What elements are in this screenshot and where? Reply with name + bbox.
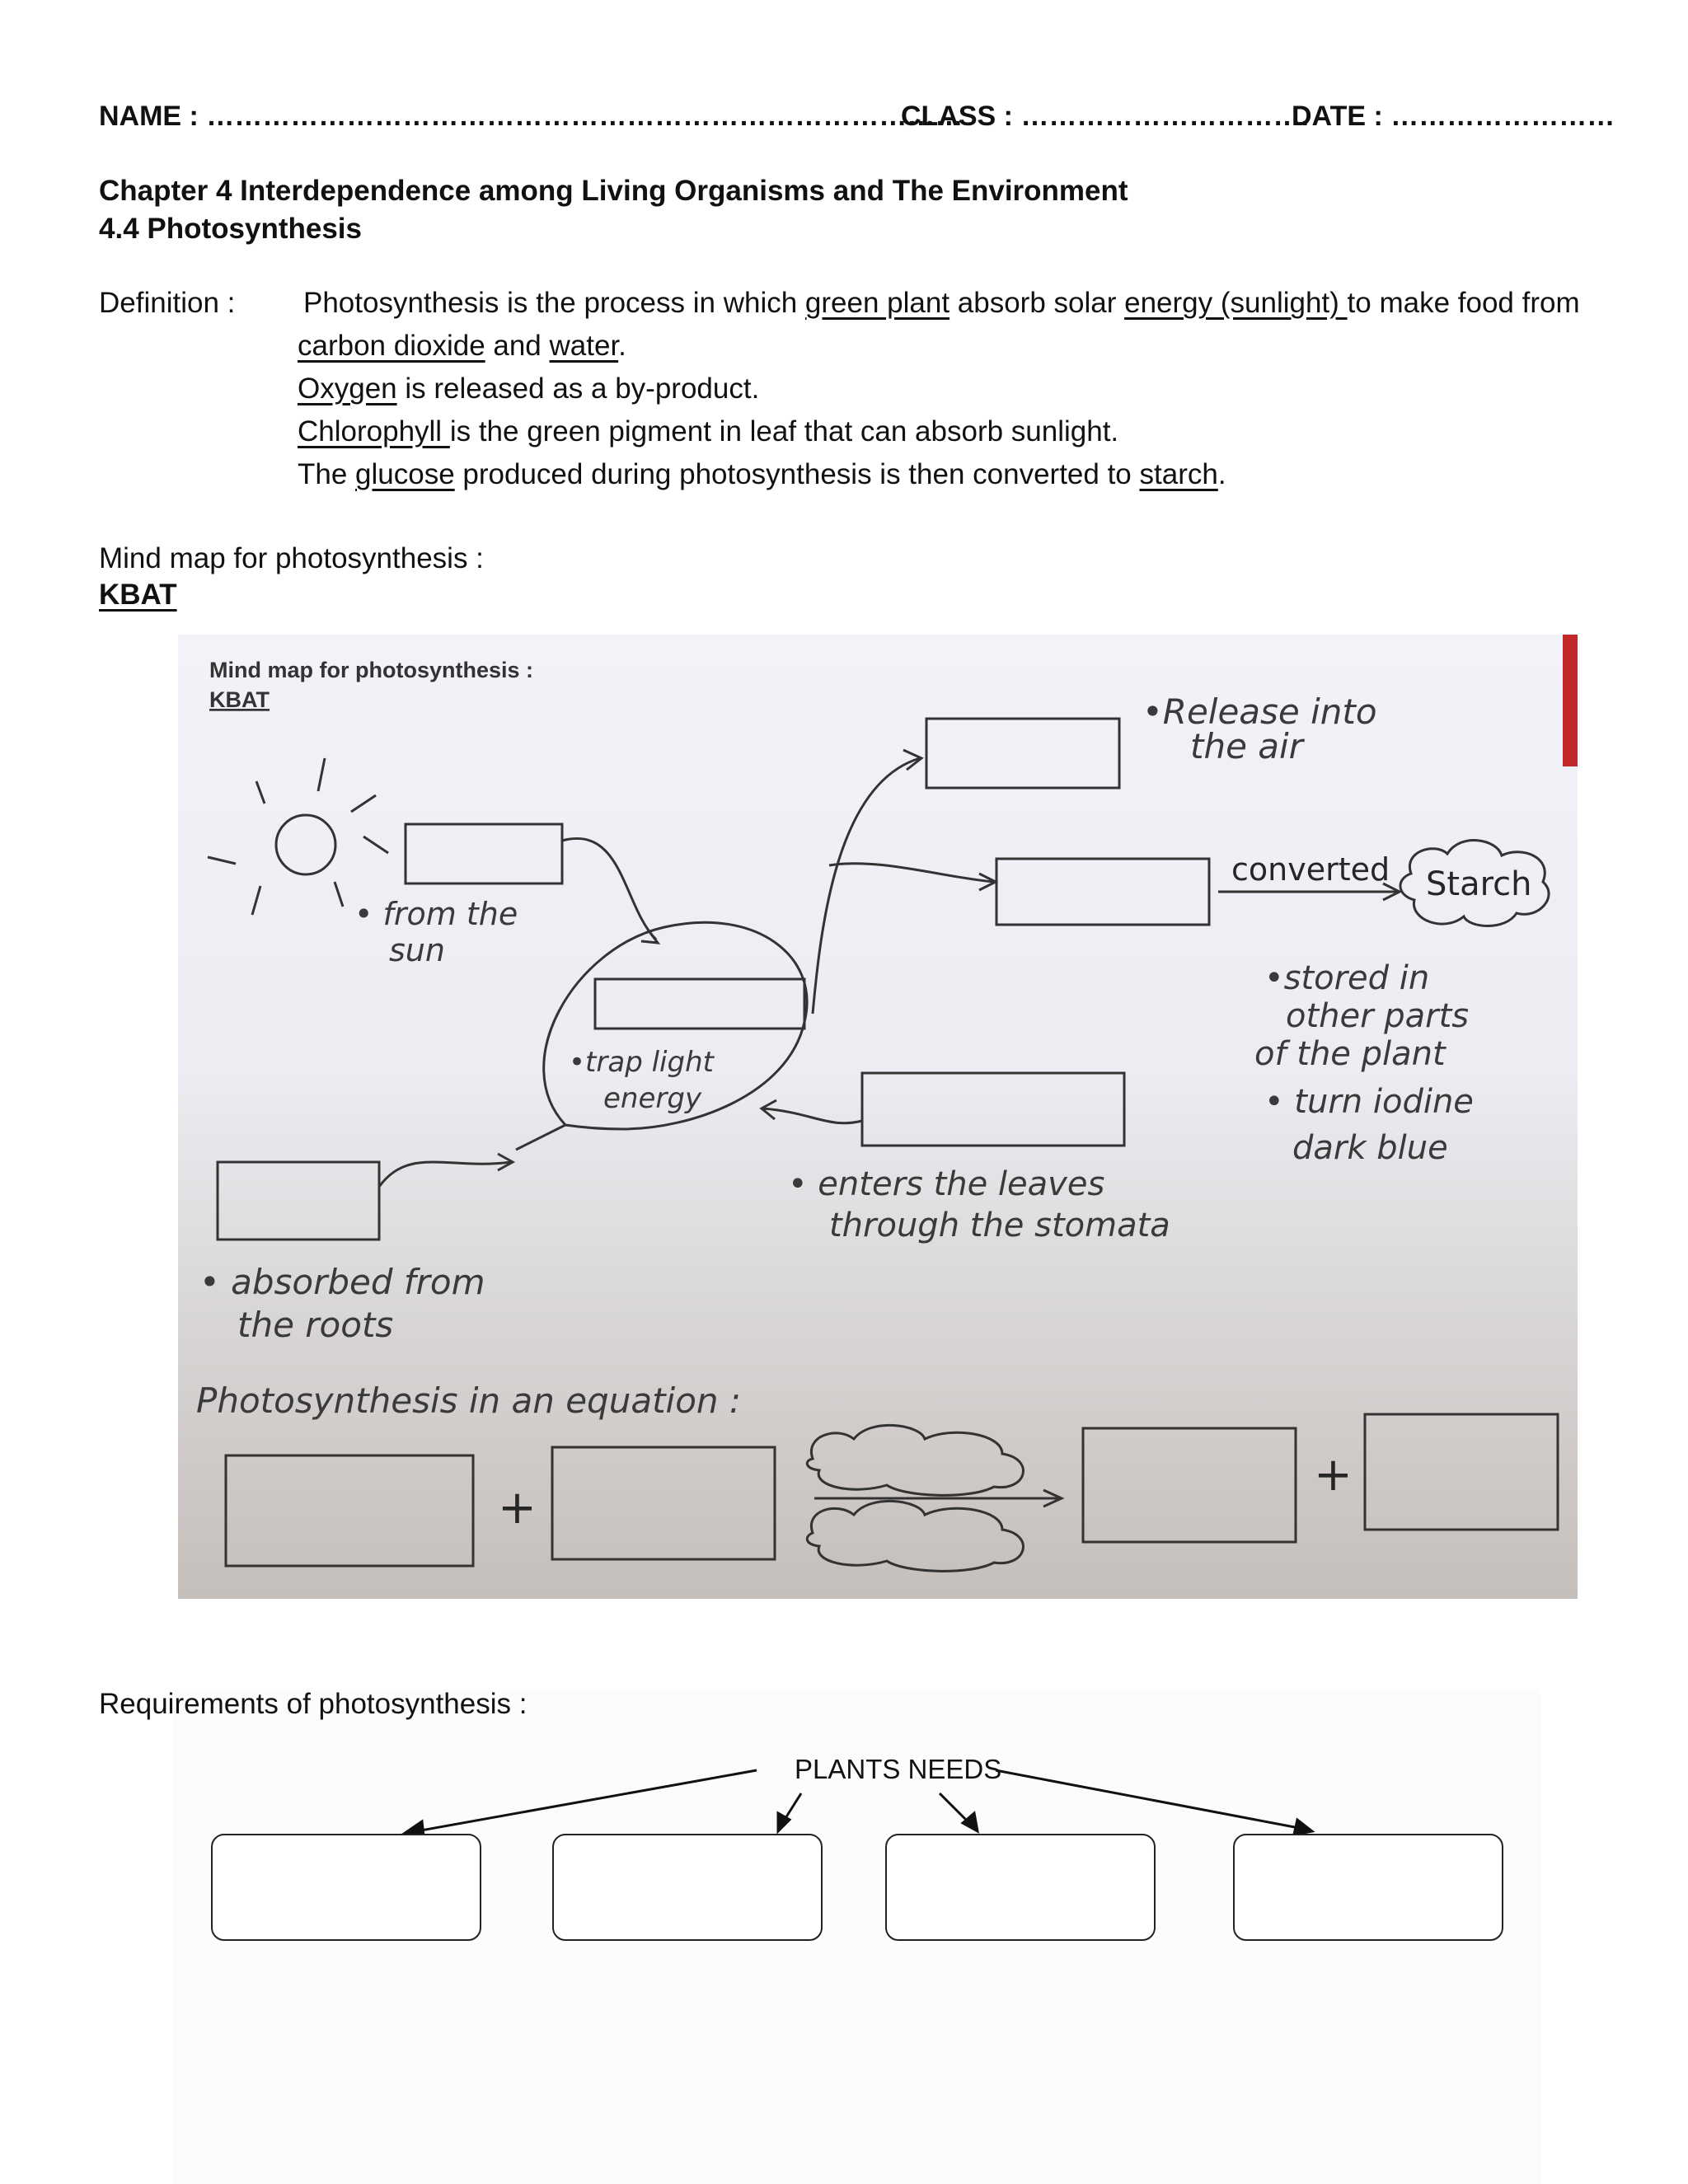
- date-field-label: DATE : ……………………: [1292, 101, 1615, 132]
- note-stored-3: of the plant: [1254, 1035, 1446, 1073]
- photo-kbat: KBAT: [209, 687, 270, 712]
- requirement-box-2[interactable]: [552, 1834, 823, 1941]
- requirement-box-4[interactable]: [1233, 1834, 1503, 1941]
- definition-term: Oxygen: [298, 373, 397, 405]
- definition-term: carbon dioxide: [298, 330, 485, 362]
- chapter-title: Chapter 4 Interdependence among Living Organisms and The Environment: [99, 175, 1128, 207]
- definition-text: to make food from: [1347, 287, 1580, 319]
- note-stored-5: dark blue: [1292, 1129, 1448, 1167]
- note-trap-2: energy: [603, 1082, 702, 1115]
- arrow-need-1: [416, 1770, 757, 1831]
- definition-text: absorb solar: [950, 287, 1125, 319]
- note-stored-4: • turn iodine: [1264, 1083, 1474, 1121]
- note-roots-1: • absorbed from: [199, 1262, 485, 1302]
- photo-heading: Mind map for photosynthesis :: [209, 658, 534, 682]
- definition-text: .: [618, 330, 626, 362]
- note-roots-2: the roots: [237, 1305, 394, 1345]
- plus-sign-1: +: [498, 1481, 537, 1535]
- arrowhead: [963, 1813, 978, 1831]
- definition-text: .: [1217, 458, 1226, 490]
- class-field-label: CLASS : ………………………….: [901, 101, 1309, 132]
- note-release-1: •Release into: [1142, 691, 1377, 732]
- note-stomata-2: through the stomata: [829, 1207, 1170, 1244]
- definition-text: is released as a by-product.: [396, 373, 760, 405]
- definition-term: Chlorophyll: [298, 415, 450, 448]
- note-starch: Starch: [1426, 865, 1532, 903]
- note-stored-2: other parts: [1286, 997, 1470, 1035]
- definition-label: Definition :: [99, 287, 236, 319]
- definition-text: Photosynthesis is the process in which: [303, 287, 805, 319]
- definition-term: energy (sunlight): [1124, 287, 1348, 319]
- kbat-label: KBAT: [99, 579, 177, 611]
- definition-term: starch: [1139, 458, 1218, 490]
- requirement-box-3[interactable]: [885, 1834, 1156, 1941]
- note-sun-2: sun: [389, 932, 445, 968]
- note-stomata-1: • enters the leaves: [788, 1165, 1105, 1203]
- requirement-box-1[interactable]: [211, 1834, 481, 1941]
- note-sun-1: • from the: [354, 896, 518, 932]
- note-trap-1: •trap light: [569, 1046, 714, 1079]
- requirements-heading: Requirements of photosynthesis :: [99, 1688, 528, 1720]
- plants-needs-label: PLANTS NEEDS: [795, 1754, 1002, 1784]
- equation-label: Photosynthesis in an equation :: [196, 1380, 742, 1421]
- definition-text: The: [298, 458, 356, 490]
- mindmap-heading: Mind map for photosynthesis :: [99, 542, 484, 574]
- section-title: 4.4 Photosynthesis: [99, 213, 362, 245]
- note-stored-1: •stored in: [1264, 959, 1430, 997]
- definition-text: produced during photosynthesis is then converted to: [454, 458, 1140, 490]
- definition-term: water: [549, 330, 619, 362]
- definition-term: glucose: [355, 458, 455, 490]
- definition-text: is the green pigment in leaf that can absorb sunlight.: [449, 415, 1119, 448]
- arrowhead: [1294, 1820, 1312, 1835]
- name-field-label: NAME : ………………………………………………………………………: [99, 101, 964, 132]
- plus-sign-2: +: [1314, 1448, 1353, 1502]
- definition-text: and: [485, 330, 550, 362]
- note-converted: converted: [1231, 851, 1390, 888]
- note-release-2: the air: [1190, 726, 1303, 766]
- arrow-need-4: [996, 1770, 1299, 1828]
- definition-term: green plant: [804, 287, 950, 319]
